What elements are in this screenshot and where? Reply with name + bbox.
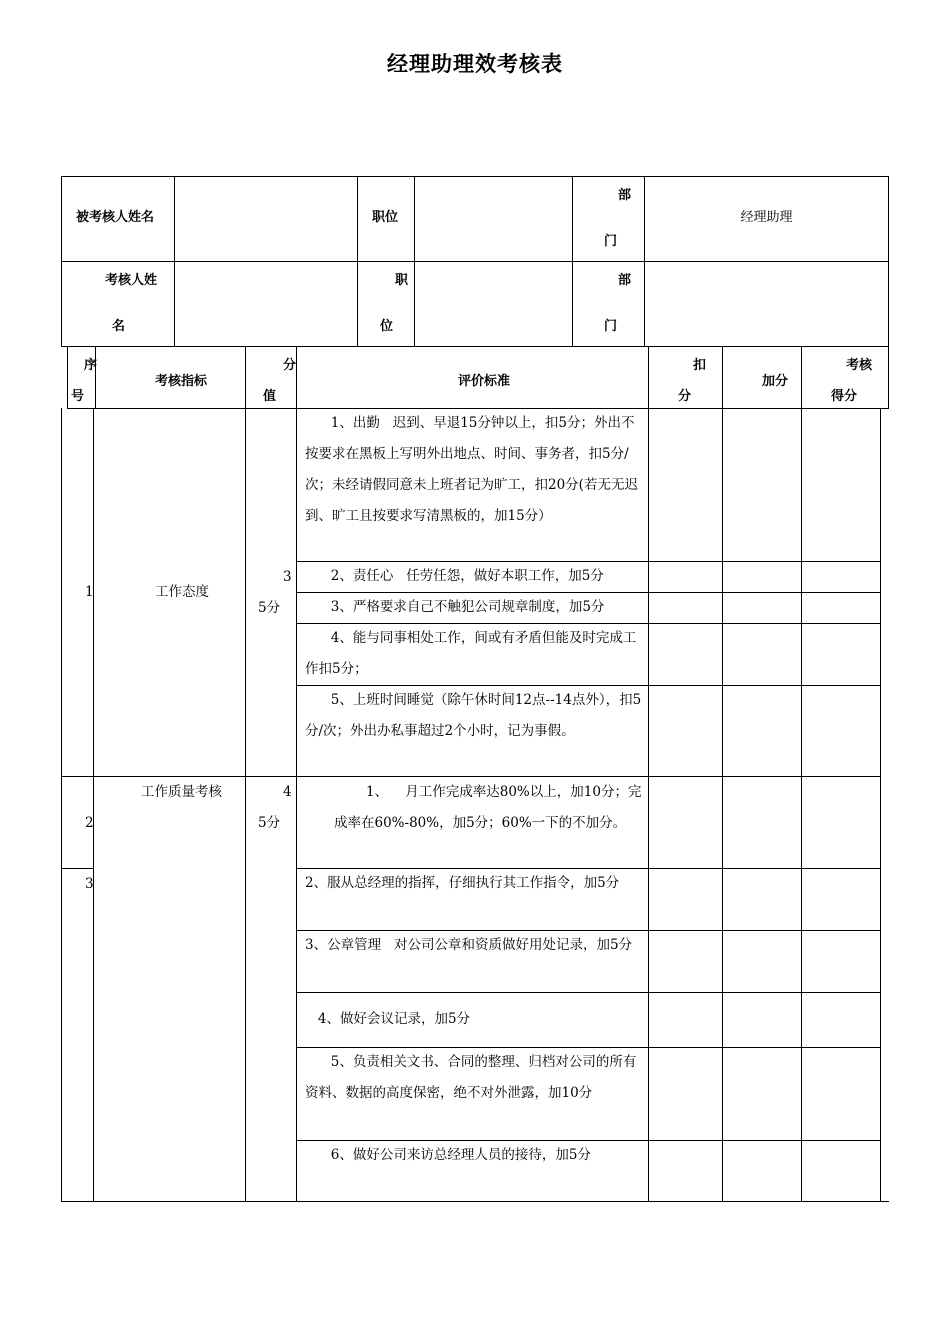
header-indicator: 考核指标: [155, 374, 208, 389]
table-border: [414, 176, 415, 347]
section-no: 3: [85, 876, 94, 892]
table-border: [801, 346, 802, 409]
section-score: 5分: [258, 815, 281, 831]
section-no: 1: [85, 584, 94, 600]
dept2-label: 门: [604, 319, 618, 334]
table-border: [61, 346, 889, 347]
table-border: [67, 346, 68, 409]
header-result: 考核: [846, 358, 873, 373]
section-no: 2: [85, 815, 94, 831]
header-result: 得分: [831, 389, 858, 404]
criteria-item: 4、能与同事相处工作，间或有矛盾但能及时完成工作扣5分；: [305, 630, 637, 677]
table-border: [722, 346, 723, 409]
dept2-label: 部: [618, 273, 632, 288]
header-score: 分: [283, 358, 297, 373]
table-border: [801, 408, 802, 1201]
position2-label: 职: [395, 273, 409, 288]
position2-label: 位: [380, 319, 394, 334]
table-bottom-border: [61, 1201, 889, 1202]
dept-label: 部: [618, 188, 632, 203]
criteria-item: 1、出勤 迟到、早退15分钟以上，扣5分；外出不按要求在黑板上写明外出地点、时间、事务者，扣5分/次；未经请假同意未上班者记为旷工，扣20分(若无无迟到、旷工且按要求写清黑板的，加15分）: [305, 415, 638, 524]
section-indicator: 工作态度: [155, 584, 209, 600]
criteria-item: 4、做好会议记录，加5分: [305, 1011, 471, 1027]
row-border: [296, 992, 881, 993]
header-deduct: 扣: [693, 358, 707, 373]
section-score: 3: [283, 569, 292, 585]
criteria-item: 1、 月工作完成率达80%以上，加10分；完成率在60%-80%，加5分；60%一下的不加分。: [334, 784, 642, 831]
header-deduct: 分: [678, 389, 692, 404]
table-border: [357, 176, 358, 347]
assessor-label: 考核人姓: [105, 273, 158, 288]
header-no: 序: [84, 358, 98, 373]
criteria-item: 6、做好公司来访总经理人员的接待，加5分: [305, 1147, 591, 1163]
table-border: [61, 408, 62, 1201]
page-title: 经理助理效考核表: [387, 52, 563, 76]
table-border: [648, 346, 649, 409]
section-score: 5分: [258, 600, 281, 616]
table-border: [93, 408, 94, 1201]
criteria-item: 2、责任心 任劳任怨，做好本职工作，加5分: [305, 568, 604, 584]
table-border: [61, 261, 889, 262]
table-border: [880, 408, 881, 1201]
criteria-item: 3、公章管理 对公司公章和资质做好用处记录，加5分: [305, 937, 633, 953]
table-border: [174, 176, 175, 347]
assessor-label: 名: [112, 319, 126, 334]
table-border: [648, 408, 649, 1201]
table-border: [61, 176, 62, 347]
section-indicator: 工作质量考核: [141, 784, 222, 800]
position-label: 职位: [372, 210, 399, 225]
table-border: [644, 176, 645, 347]
header-criteria: 评价标准: [458, 374, 511, 389]
header-no: 号: [71, 389, 85, 404]
table-border: [572, 176, 573, 347]
name-label: 被考核人姓名: [76, 210, 155, 225]
table-border: [722, 408, 723, 1201]
table-border: [61, 176, 889, 177]
table-border: [245, 408, 246, 1201]
criteria-item: 5、上班时间睡觉（除午休时间12点--14点外），扣5分/次；外出办私事超过2个小时，记为事假。: [305, 692, 642, 739]
section-score: 4: [283, 784, 292, 800]
criteria-item: 2、服从总经理的指挥，仔细执行其工作指令，加5分: [305, 875, 620, 891]
criteria-item: 3、严格要求自己不触犯公司规章制度，加5分: [305, 599, 605, 615]
dept-label: 门: [604, 234, 618, 249]
table-border: [245, 346, 246, 409]
table-border: [296, 408, 297, 1201]
header-bonus: 加分: [762, 374, 789, 389]
criteria-item: 5、负责相关文书、合同的整理、归档对公司的所有资料、数据的高度保密，绝不对外泄露，加10分: [305, 1054, 637, 1101]
header-score: 值: [263, 389, 277, 404]
table-border: [296, 346, 297, 409]
dept-value: 经理助理: [740, 210, 793, 225]
